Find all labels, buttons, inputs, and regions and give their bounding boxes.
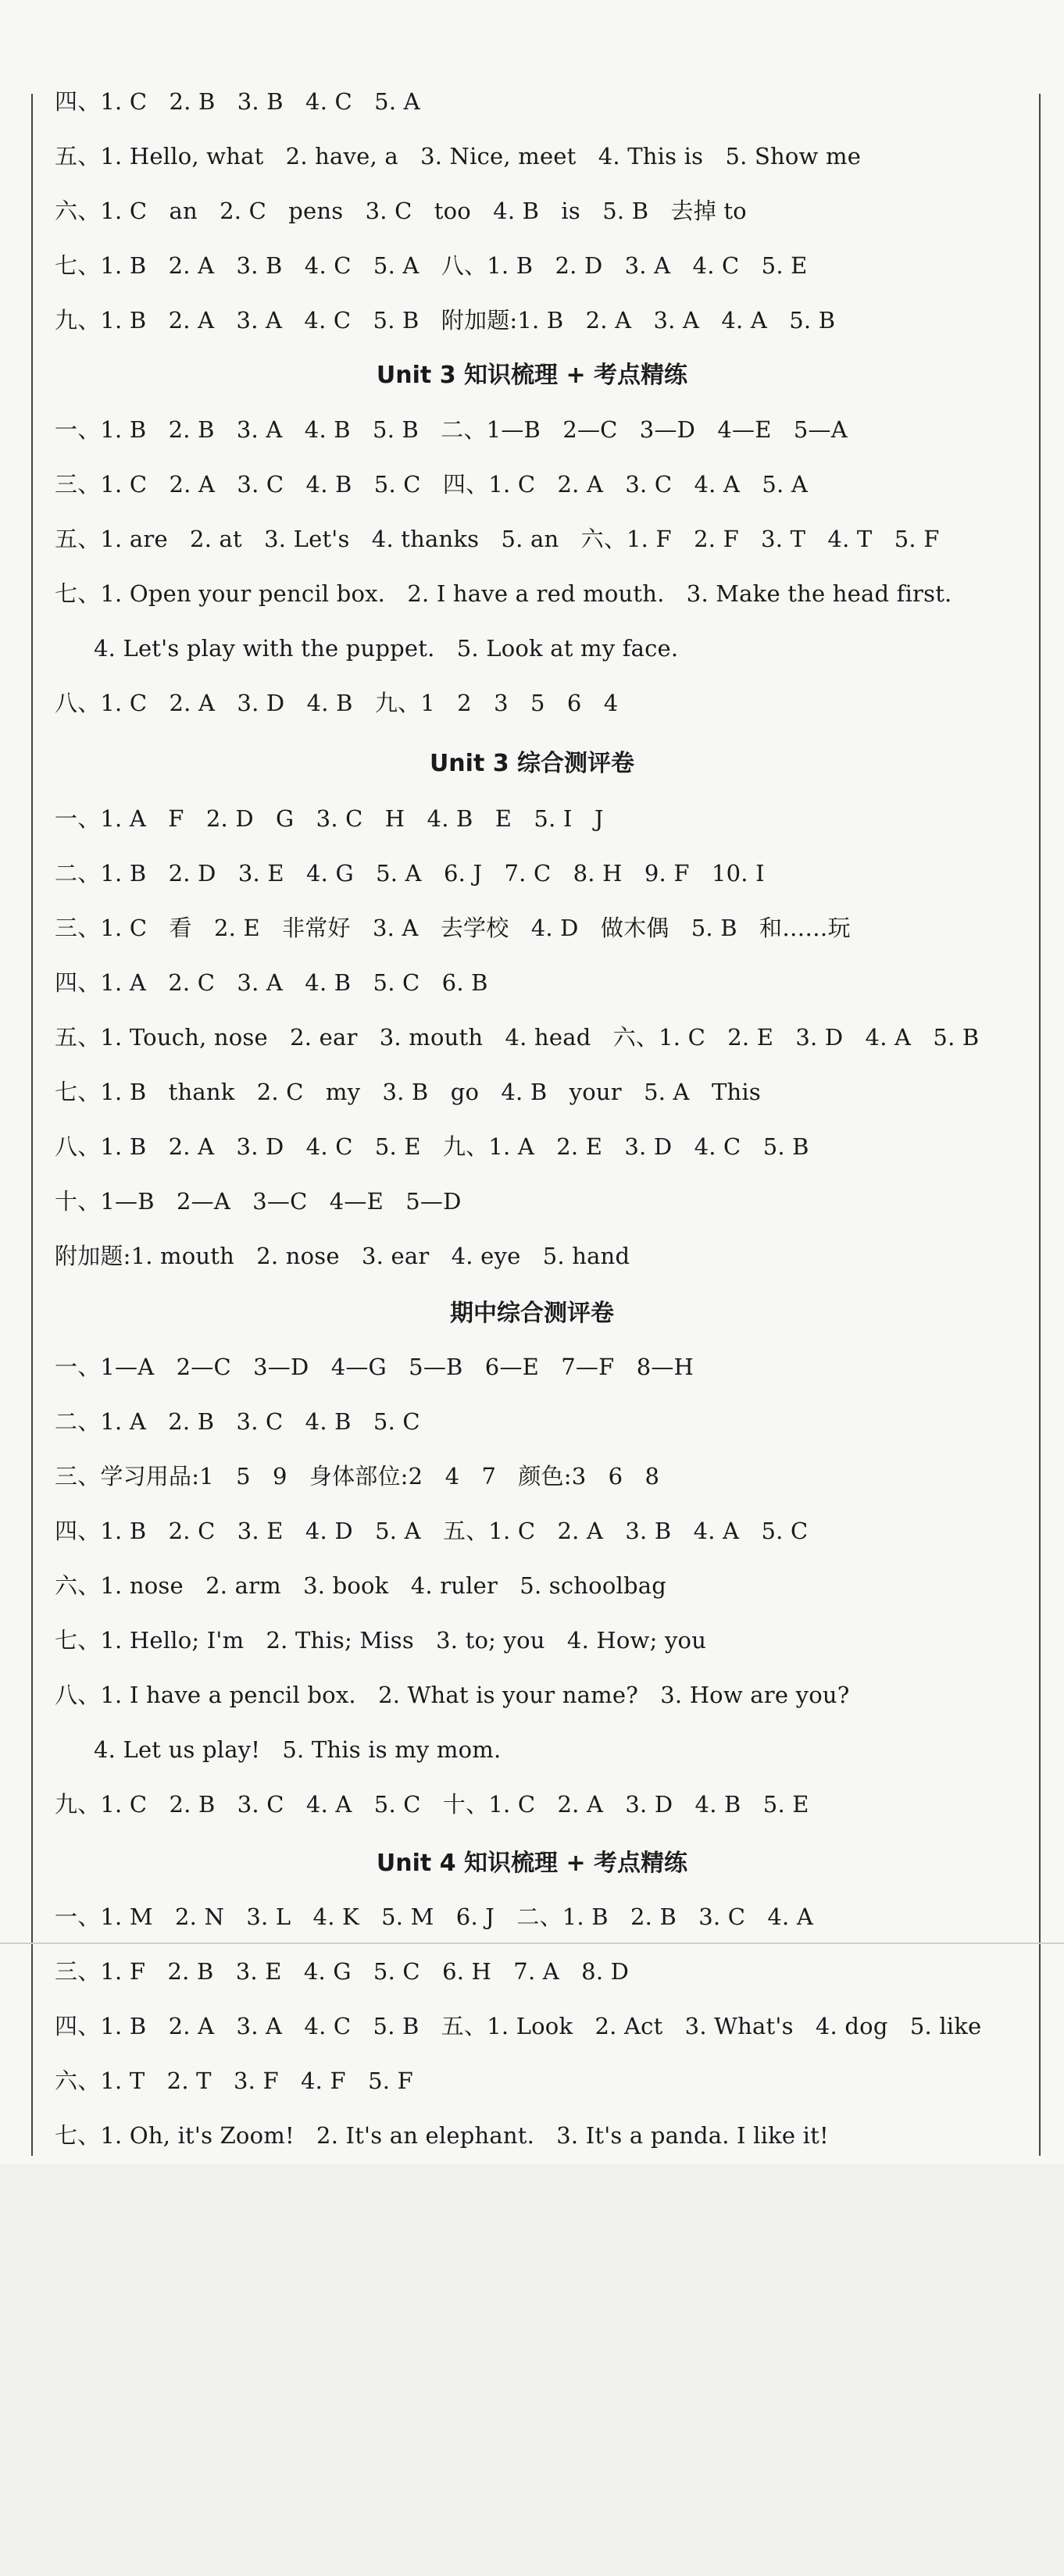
answer-line: 二、1. B 2. D 3. E 4. G 5. A 6. J 7. C 8. H 9. F 10. I [55,860,765,887]
answer-line: 二、1. A 2. B 3. C 4. B 5. C [55,1408,420,1435]
answer-line: 六、1. T 2. T 3. F 4. F 5. F [55,2068,413,2094]
answer-line: 六、1. C an 2. C pens 3. C too 4. B is 5. B 去掉 to [55,198,747,224]
section-heading: Unit 3 知识梳理 + 考点精练 [376,362,688,389]
answer-line: 一、1—A 2—C 3—D 4—G 5—B 6—E 7—F 8—H [55,1354,694,1380]
section-heading: Unit 4 知识梳理 + 考点精练 [376,1850,688,1877]
blank-lower-area [0,2164,1064,2576]
section-heading: 期中综合测评卷 [450,1300,614,1327]
answer-line: 七、1. Oh, it's Zoom! 2. It's an elephant. 3. It's a panda. I like it! [55,2122,829,2149]
answer-line: 四、1. C 2. B 3. B 4. C 5. A [55,88,420,115]
answer-line: 九、1. B 2. A 3. A 4. C 5. B 附加题:1. B 2. A 3. A 4. A 5. B [55,307,836,334]
answer-line: 三、学习用品:1 5 9 身体部位:2 4 7 颜色:3 6 8 [55,1463,660,1490]
answer-line: 三、1. C 2. A 3. C 4. B 5. C 四、1. C 2. A 3. C 4. A 5. A [55,471,808,498]
section-heading: Unit 3 综合测评卷 [429,750,635,777]
answer-line: 八、1. I have a pencil box. 2. What is your name? 3. How are you? [55,1682,850,1708]
answer-line: 八、1. C 2. A 3. D 4. B 九、1 2 3 5 6 4 [55,690,619,716]
answer-line: 七、1. Open your pencil box. 2. I have a red mouth. 3. Make the head first. [55,580,952,607]
answer-line: 附加题:1. mouth 2. nose 3. ear 4. eye 5. hand [55,1243,630,1269]
answer-line: 七、1. B 2. A 3. B 4. C 5. A 八、1. B 2. D 3. A 4. C 5. E [55,252,808,279]
answer-line: 一、1. M 2. N 3. L 4. K 5. M 6. J 二、1. B 2. B 3. C 4. A [55,1903,814,1930]
answer-line: 一、1. B 2. B 3. A 4. B 5. B 二、1—B 2—C 3—D 4—E 5—A [55,416,848,443]
page-fold-line [0,1943,1064,1944]
answer-line: 三、1. F 2. B 3. E 4. G 5. C 6. H 7. A 8. D [55,1958,630,1985]
answer-line: 十、1—B 2—A 3—C 4—E 5—D [55,1188,462,1215]
answer-line: 八、1. B 2. A 3. D 4. C 5. E 九、1. A 2. E 3. D 4. C 5. B [55,1133,809,1160]
answer-line: 七、1. Hello; I'm 2. This; Miss 3. to; you 4. How; you [55,1627,707,1654]
answer-line-continued: 4. Let us play! 5. This is my mom. [94,1736,502,1763]
left-margin-rule [31,94,33,2156]
answer-line: 五、1. are 2. at 3. Let's 4. thanks 5. an 六、1. F 2. F 3. T 4. T 5. F [55,526,940,552]
answer-line: 四、1. B 2. C 3. E 4. D 5. A 五、1. C 2. A 3. B 4. A 5. C [55,1518,809,1544]
answer-line: 四、1. A 2. C 3. A 4. B 5. C 6. B [55,969,488,996]
answer-line: 九、1. C 2. B 3. C 4. A 5. C 十、1. C 2. A 3. D 4. B 5. E [55,1791,809,1818]
answer-line: 五、1. Touch, nose 2. ear 3. mouth 4. head 六、1. C 2. E 3. D 4. A 5. B [55,1024,980,1051]
answer-line: 六、1. nose 2. arm 3. book 4. ruler 5. schoolbag [55,1572,666,1599]
answer-line: 三、1. C 看 2. E 非常好 3. A 去学校 4. D 做木偶 5. B 和……玩 [55,915,851,941]
answer-line: 四、1. B 2. A 3. A 4. C 5. B 五、1. Look 2. Act 3. What's 4. dog 5. like [55,2013,982,2039]
answer-line-continued: 4. Let's play with the puppet. 5. Look at my face. [94,635,679,662]
right-margin-rule [1039,94,1041,2156]
answer-line: 一、1. A F 2. D G 3. C H 4. B E 5. I J [55,805,604,832]
answer-line: 五、1. Hello, what 2. have, a 3. Nice, meet 4. This is 5. Show me [55,143,862,169]
answer-line: 七、1. B thank 2. C my 3. B go 4. B your 5. A This [55,1079,761,1105]
